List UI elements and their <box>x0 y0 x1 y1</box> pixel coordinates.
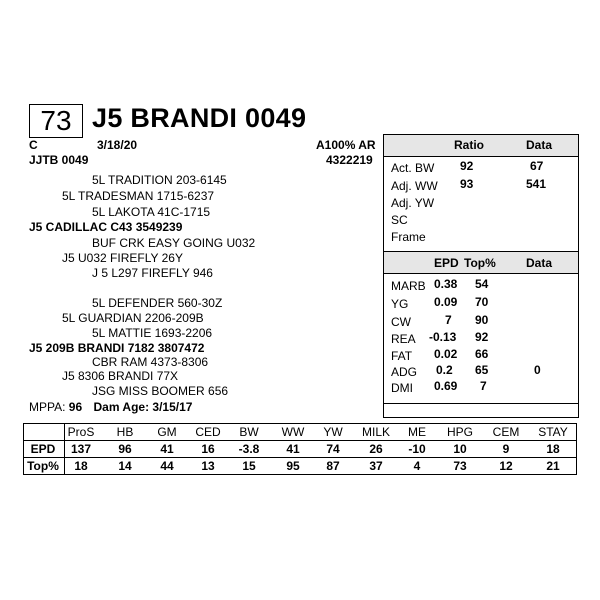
ratio-row-label: Frame <box>391 230 426 244</box>
epd-value-ced: 16 <box>201 442 215 456</box>
top-value-stay: 21 <box>546 459 560 473</box>
epd-row-value: 0.02 <box>434 347 458 361</box>
pedigree-dam-dam: J5 8306 BRANDI 77X <box>62 369 179 383</box>
col-header-hb: HB <box>116 425 134 439</box>
table-border-bottom <box>23 474 577 475</box>
col-header-gm: GM <box>157 425 177 439</box>
col-header-me: ME <box>408 425 426 439</box>
top-value-cem: 12 <box>499 459 513 473</box>
epd-row-top: 90 <box>475 313 489 327</box>
epd-row-top: 7 <box>480 379 487 393</box>
top-value-milk: 37 <box>369 459 383 473</box>
col-header-bw: BW <box>239 425 259 439</box>
pedigree-dam-sire-sire: 5L DEFENDER 560-30Z <box>92 296 223 310</box>
top-value-hb: 14 <box>118 459 132 473</box>
pedigree-sire-dam-dam: J 5 L297 FIREFLY 946 <box>92 266 213 280</box>
col-header-hpg: HPG <box>446 425 473 439</box>
epd-row-top: 92 <box>475 330 489 344</box>
mppa-label: MPPA: <box>29 400 66 414</box>
mppa <box>29 400 192 414</box>
epd-value-stay: 18 <box>546 442 560 456</box>
birth-date: 3/18/20 <box>97 138 138 152</box>
ratio-header-data: Data <box>526 138 553 152</box>
pedigree-sire-sire: 5L TRADESMAN 1715-6237 <box>62 189 215 203</box>
epd-row-value: 0.69 <box>434 379 458 393</box>
top-value-ww: 95 <box>286 459 300 473</box>
ratio-row-ratio: 92 <box>460 159 474 173</box>
epd-row-value: 0.38 <box>434 277 458 291</box>
epd-row-label: MARB <box>391 279 426 293</box>
panel-divider <box>384 403 578 404</box>
pedigree-dam-sire: 5L GUARDIAN 2206-209B <box>62 311 204 325</box>
ratio-row-label: Adj. WW <box>391 179 438 193</box>
epd-value-me: -10 <box>408 442 426 456</box>
pedigree-sire-sire-dam: 5L LAKOTA 41C-1715 <box>92 205 211 219</box>
epd-row-top: 70 <box>475 295 489 309</box>
epd-value-hb: 96 <box>118 442 132 456</box>
epd-row-top: 65 <box>475 363 489 377</box>
epd-row-label: FAT <box>391 349 413 363</box>
lot-number: 73 <box>29 104 83 138</box>
top-value-ced: 13 <box>201 459 215 473</box>
ratio-row-label: Act. BW <box>391 161 435 175</box>
sex-code: C <box>29 138 38 152</box>
pedigree-dam: J5 209B BRANDI 7182 3807472 <box>29 341 205 355</box>
table-border-top <box>23 423 577 424</box>
epd-row-value: 0.2 <box>436 363 453 377</box>
tattoo: JJTB 0049 <box>29 153 89 167</box>
ratio-row-label: SC <box>391 213 408 227</box>
epd-value-cem: 9 <box>502 442 510 456</box>
top-value-yw: 87 <box>326 459 340 473</box>
epd-row-label: DMI <box>391 381 413 395</box>
pedigree-sire-dam: J5 U032 FIREFLY 26Y <box>62 251 183 265</box>
epd-row-label: CW <box>391 315 411 329</box>
epd-header-epd: EPD <box>434 256 459 270</box>
ratio-header-ratio: Ratio <box>454 138 484 152</box>
performance-panel <box>383 134 579 418</box>
epd-row-data: 0 <box>534 363 541 377</box>
top-value-pros: 18 <box>74 459 88 473</box>
epd-value-bw: -3.8 <box>238 442 260 456</box>
registration-number: 4322219 <box>326 153 373 167</box>
epd-row-label: ADG <box>391 365 418 379</box>
col-header-pros: ProS <box>67 425 95 439</box>
epd-value-yw: 74 <box>326 442 340 456</box>
dam-age-value: 3/15/17 <box>152 400 193 414</box>
table-row-divider <box>23 457 577 458</box>
pedigree-sire-sire-sire: 5L TRADITION 203-6145 <box>92 173 227 187</box>
epd-row-value: 7 <box>445 313 452 327</box>
row-label-epd: EPD <box>30 442 56 456</box>
epd-row-top: 66 <box>475 347 489 361</box>
col-header-ww: WW <box>281 425 305 439</box>
breed-percentage: A100% AR <box>316 138 376 152</box>
mppa-value: 96 <box>68 400 83 414</box>
col-header-ced: CED <box>195 425 221 439</box>
table-row-divider <box>23 440 577 441</box>
epd-row-label: YG <box>391 297 409 311</box>
col-header-stay: STAY <box>538 425 568 439</box>
epd-row-value: -0.13 <box>429 330 457 344</box>
epd-header-top: Top% <box>464 256 496 270</box>
epd-value-milk: 26 <box>369 442 383 456</box>
col-header-cem: CEM <box>492 425 520 439</box>
epd-value-pros: 137 <box>70 442 92 456</box>
ratio-row-label: Adj. YW <box>391 196 435 210</box>
ratio-row-data: 67 <box>530 159 544 173</box>
row-label-top: Top% <box>27 459 59 473</box>
pedigree-sire: J5 CADILLAC C43 3549239 <box>29 220 183 234</box>
top-value-gm: 44 <box>160 459 174 473</box>
epd-header-data: Data <box>526 256 553 270</box>
top-value-hpg: 73 <box>453 459 467 473</box>
pedigree-dam-dam-sire: CBR RAM 4373-8306 <box>92 355 209 369</box>
epd-value-ww: 41 <box>286 442 300 456</box>
dam-age-label: Dam Age: <box>93 400 150 414</box>
pedigree-sire-dam-sire: BUF CRK EASY GOING U032 <box>92 236 256 250</box>
col-header-milk: MILK <box>361 425 390 439</box>
epd-row-label: REA <box>391 332 416 346</box>
epd-row-value: 0.09 <box>434 295 458 309</box>
top-value-me: 4 <box>413 459 421 473</box>
epd-table <box>23 423 577 475</box>
top-value-bw: 15 <box>242 459 256 473</box>
col-header-yw: YW <box>323 425 343 439</box>
pedigree-dam-sire-dam: 5L MATTIE 1693-2206 <box>92 326 213 340</box>
epd-value-hpg: 10 <box>453 442 467 456</box>
animal-name: J5 BRANDI 0049 <box>92 103 307 133</box>
ratio-row-ratio: 93 <box>460 177 474 191</box>
epd-row-top: 54 <box>475 277 489 291</box>
ratio-row-data: 541 <box>526 177 547 191</box>
epd-value-gm: 41 <box>160 442 174 456</box>
pedigree-dam-dam-dam: JSG MISS BOOMER 656 <box>92 384 229 398</box>
